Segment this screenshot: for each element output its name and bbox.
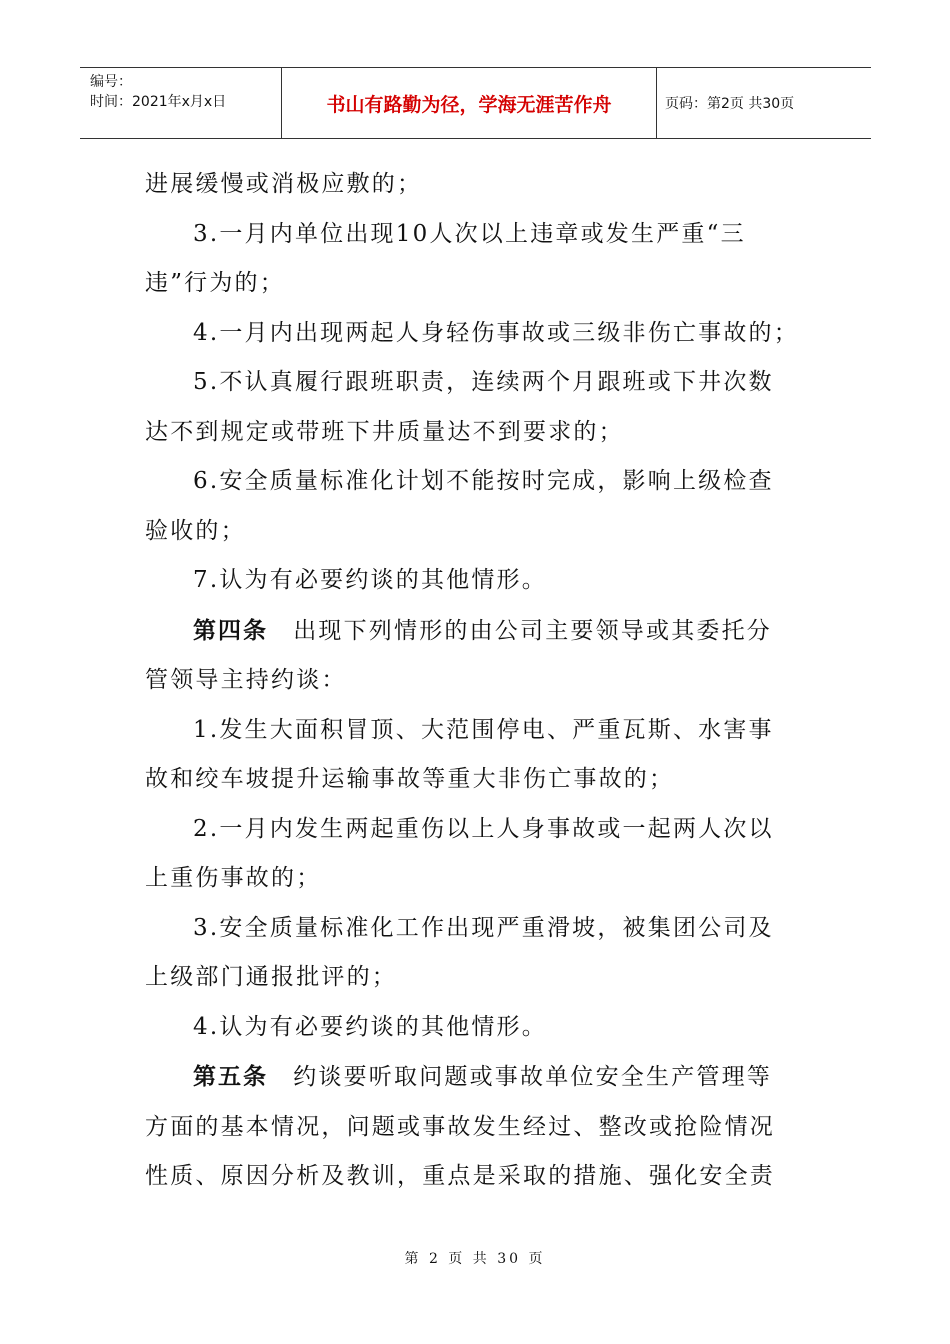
line-text: 出现下列情形的由公司主要领导或其委托分: [268, 617, 772, 644]
paragraph-line: [145, 656, 807, 706]
paragraph-line: [145, 556, 807, 606]
line-text: 方面的基本情况，问题或事故发生经过、整改或抢险情况: [145, 1113, 775, 1140]
line-text: 2.一月内发生两起重伤以上人身事故或一起两人次以: [193, 815, 774, 842]
line-text: 上重伤事故的；: [145, 865, 322, 891]
header-meta: [80, 68, 282, 138]
paragraph-line: [145, 755, 807, 805]
line-text: 管领导主持约谈：: [145, 667, 347, 693]
line-text: 5.不认真履行跟班职责，连续两个月跟班或下井次数: [193, 369, 774, 395]
paragraph-line: [145, 160, 807, 210]
paragraph-line: [145, 706, 807, 756]
header-page-info: 页码：第2页 共30页: [665, 96, 795, 112]
document-number-label: 编号：: [90, 74, 132, 90]
line-text: 4.认为有必要约谈的其他情形。: [193, 1013, 547, 1040]
paragraph-line: [145, 309, 807, 359]
line-text: 达不到规定或带班下井质量达不到要求的；: [145, 418, 624, 445]
line-text: 7.认为有必要约谈的其他情形。: [193, 567, 547, 593]
paragraph-line: [145, 854, 807, 904]
paragraph-line: [145, 1103, 807, 1153]
document-body: [145, 160, 807, 1202]
article-heading: 第五条: [193, 1063, 268, 1090]
line-text: 3.一月内单位出现10人次以上违章或发生严重“三: [193, 220, 746, 247]
page-header: [80, 67, 871, 139]
paragraph-line: [145, 210, 807, 260]
line-text: 6.安全质量标准化计划不能按时完成，影响上级检查: [193, 468, 774, 494]
paragraph-line: [145, 259, 807, 309]
line-text: 进展缓慢或消极应敷的；: [145, 171, 423, 197]
paragraph-line: [145, 1052, 807, 1103]
line-text: 验收的；: [145, 517, 246, 544]
line-text: 约谈要听取问题或事故单位安全生产管理等: [268, 1064, 772, 1090]
line-text: 上级部门通报批评的；: [145, 964, 397, 990]
paragraph-line: [145, 606, 807, 657]
article-heading: 第四条: [193, 616, 268, 644]
paragraph-line: [145, 408, 807, 458]
paragraph-line: [145, 1003, 807, 1053]
paragraph-line: [145, 1152, 807, 1202]
line-text: 违”行为的；: [145, 270, 285, 296]
paragraph-line: [145, 507, 807, 557]
paragraph-line: [145, 358, 807, 408]
page-footer: 第 2 页 共 30 页: [404, 1251, 546, 1267]
paragraph-line: [145, 805, 807, 855]
line-text: 1.发生大面积冒顶、大范围停电、严重瓦斯、水害事: [193, 716, 774, 743]
header-motto: 书山有路勤为径，学海无涯苦作舟: [282, 68, 657, 138]
paragraph-line: [145, 904, 807, 954]
line-text: 3.安全质量标准化工作出现严重滑坡，被集团公司及: [193, 914, 774, 941]
line-text: 4.一月内出现两起人身轻伤事故或三级非伤亡事故的；: [193, 319, 799, 346]
line-text: 故和绞车坡提升运输事故等重大非伤亡事故的；: [145, 766, 675, 792]
line-text: 性质、原因分析及教训，重点是采取的措施、强化安全责: [145, 1163, 775, 1189]
paragraph-line: [145, 953, 807, 1003]
document-time-label: 时间：2021年x月x日: [90, 94, 227, 110]
paragraph-line: [145, 457, 807, 507]
